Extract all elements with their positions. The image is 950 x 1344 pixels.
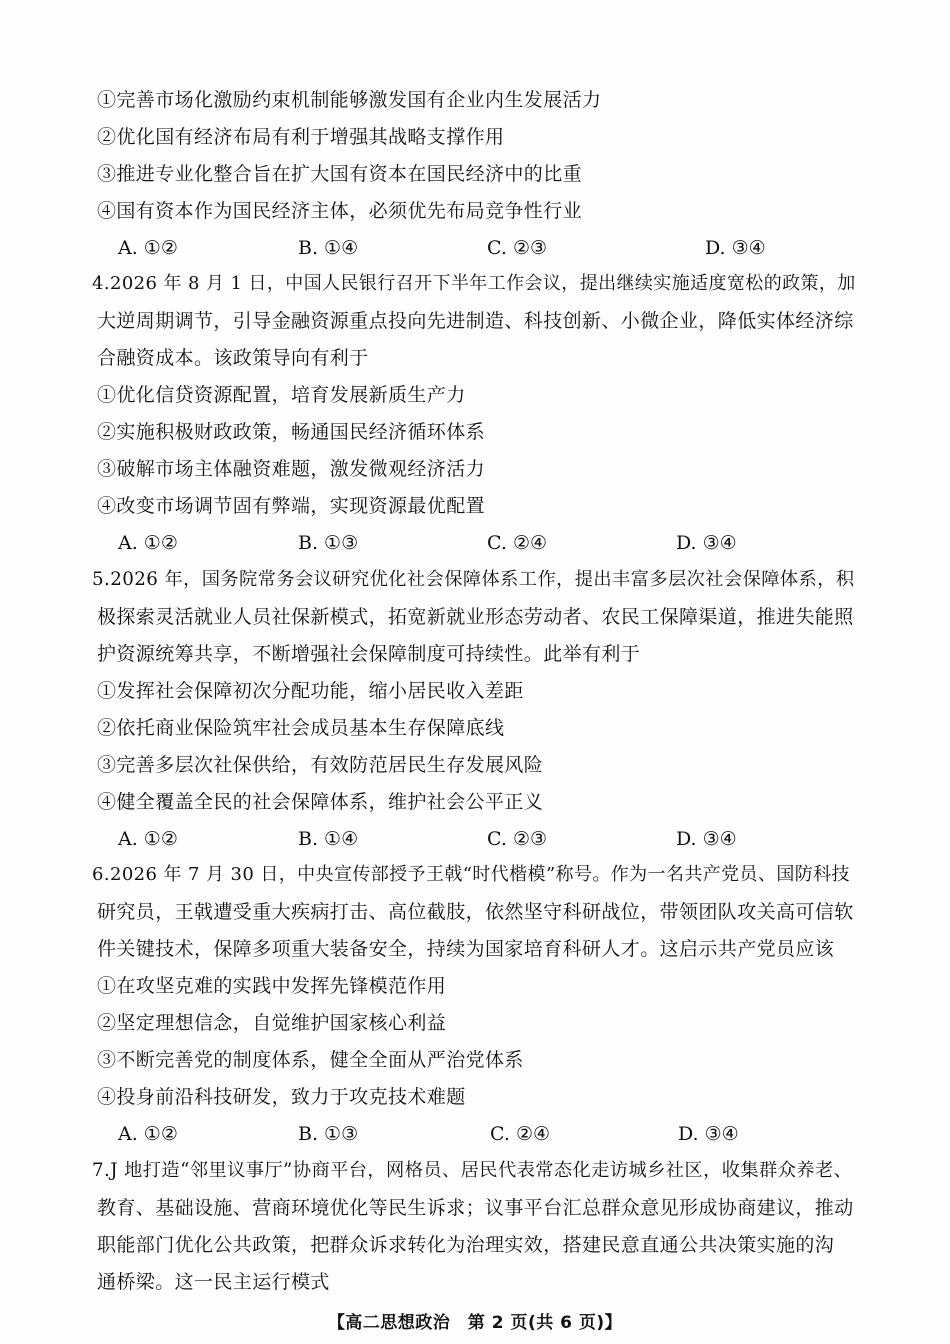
q4-choice-d: D. ③④: [676, 532, 737, 554]
q3-choice-d: D. ③④: [705, 237, 766, 259]
q3-option-1: ①完善市场化激励约束机制能够激发国有企业内生发展活力: [97, 89, 602, 111]
q7-stem-line-4: 通桥梁。这一民主运行模式: [97, 1271, 330, 1293]
q3-choice-c: C. ②③: [487, 237, 548, 259]
q6-choice-b: B. ①③: [298, 1123, 359, 1145]
q6-stem-line-2: 研究员，王戟遭受重大疾病打击、高位截肢，依然坚守科研战位，带领团队攻关高可信软: [97, 901, 854, 923]
q7-stem-line-2: 教育、基础设施、营商环境优化等民生诉求；议事平台汇总群众意见形成协商建议，推动: [97, 1197, 854, 1219]
q4-choice-b: B. ①③: [298, 532, 359, 554]
q5-choice-d: D. ③④: [676, 828, 737, 850]
page-footer: 【高二思想政治 第 2 页(共 6 页)】: [327, 1313, 623, 1333]
q4-option-2: ②实施积极财政政策，畅通国民经济循环体系: [97, 421, 486, 443]
q5-choice-c: C. ②③: [487, 828, 548, 850]
q5-option-3: ③完善多层次社保供给，有效防范居民生存发展风险: [97, 754, 544, 776]
q6-stem-line-1: 6.2026 年 7 月 30 日，中央宣传部授予王戟“时代楷模”称号。作为一名共产党员、国防科技: [92, 864, 850, 885]
q5-stem-line-2: 极探索灵活就业人员社保新模式，拓宽新就业形态劳动者、农民工保障渠道，推进失能照: [97, 606, 854, 628]
q5-option-2: ②依托商业保险筑牢社会成员基本生存保障底线: [97, 717, 505, 739]
q4-stem-line-3: 合融资成本。该政策导向有利于: [97, 347, 369, 369]
q7-stem-line-3: 职能部门优化公共政策，把群众诉求转化为治理实效，搭建民意直通公共决策实施的沟: [97, 1234, 835, 1256]
q3-choice-a: A. ①②: [118, 237, 178, 259]
q6-stem-line-3: 件关键技术，保障多项重大装备安全，持续为国家培育科研人才。这启示共产党员应该: [97, 938, 835, 960]
q5-stem-line-3: 护资源统筹共享，不断增强社会保障制度可持续性。此举有利于: [97, 643, 641, 665]
q4-option-3: ③破解市场主体融资难题，激发微观经济活力: [97, 458, 486, 480]
q4-option-1: ①优化信贷资源配置，培育发展新质生产力: [97, 384, 466, 406]
q6-option-4: ④投身前沿科技研发，致力于攻克技术难题: [97, 1086, 466, 1108]
q4-stem-line-2: 大逆周期调节，引导金融资源重点投向先进制造、科技创新、小微企业，降低实体经济综: [97, 310, 854, 332]
q5-stem-line-1: 5.2026 年，国务院常务会议研究优化社会保障体系工作，提出丰富多层次社会保障体系，积: [92, 569, 855, 590]
q5-option-4: ④健全覆盖全民的社会保障体系，维护社会公平正义: [97, 791, 544, 813]
q4-stem-line-1: 4.2026 年 8 月 1 日，中国人民银行召开下半年工作会议，提出继续实施适度宽松的政策，加: [92, 273, 856, 294]
q6-option-1: ①在攻坚克难的实践中发挥先锋模范作用: [97, 975, 447, 997]
q3-option-2: ②优化国有经济布局有利于增强其战略支撑作用: [97, 126, 505, 148]
q4-option-4: ④改变市场调节固有弊端，实现资源最优配置: [97, 495, 486, 517]
q3-option-3: ③推进专业化整合旨在扩大国有资本在国民经济中的比重: [97, 163, 583, 185]
q6-choice-c: C. ②④: [490, 1123, 551, 1145]
q6-option-3: ③不断完善党的制度体系，健全全面从严治党体系: [97, 1049, 524, 1071]
q3-option-4: ④国有资本作为国民经济主体，必须优先布局竞争性行业: [97, 200, 583, 222]
q6-choice-d: D. ③④: [678, 1123, 739, 1145]
q7-stem-line-1: 7.J 地打造“邻里议事厅”协商平台，网格员、居民代表常态化走访城乡社区，收集群众养老、: [92, 1160, 853, 1181]
q6-choice-a: A. ①②: [118, 1123, 178, 1145]
q5-option-1: ①发挥社会保障初次分配功能，缩小居民收入差距: [97, 680, 524, 702]
q3-choice-b: B. ①④: [298, 237, 359, 259]
q4-choice-c: C. ②④: [487, 532, 548, 554]
q6-option-2: ②坚定理想信念，自觉维护国家核心利益: [97, 1012, 447, 1034]
q4-choice-a: A. ①②: [118, 532, 178, 554]
q5-choice-b: B. ①④: [298, 828, 359, 850]
q5-choice-a: A. ①②: [118, 828, 178, 850]
